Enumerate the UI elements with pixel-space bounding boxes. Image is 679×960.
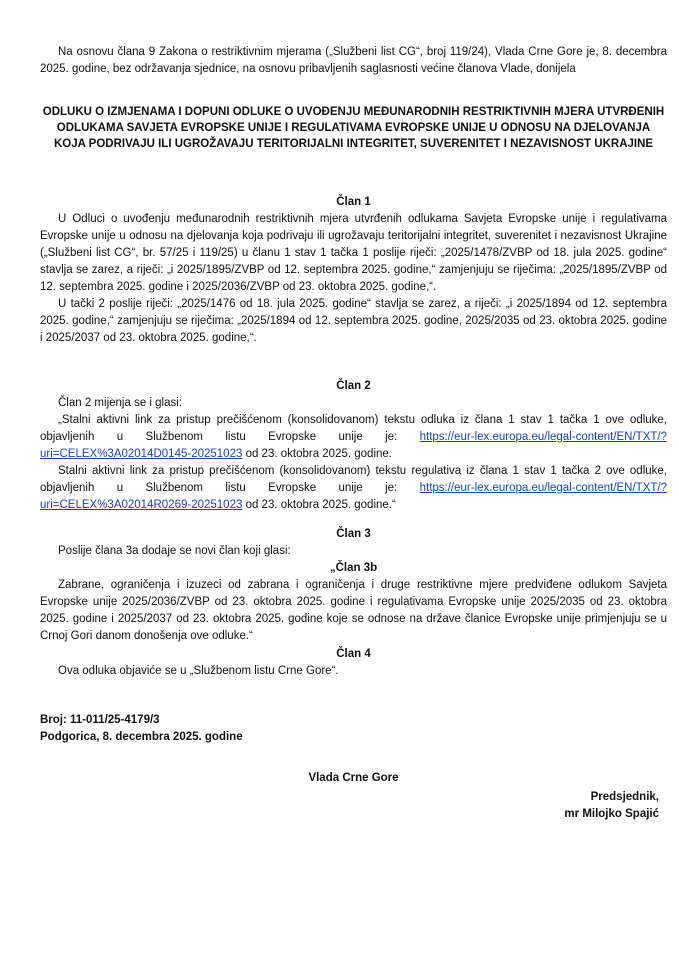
article-4 (40, 646, 667, 680)
article-3-intro: Poslije člana 3a dodaje se novi član koji glasi: (58, 545, 291, 557)
consolidated-regulations-link[interactable]: https://eur-lex.europa.eu/legal-content/EN/TXT/?uri=CELEX%3A02014R0269-20251023 (40, 482, 667, 511)
article-2-paragraph-2-end: od 23. oktobra 2025. godine.“ (242, 499, 396, 511)
place-and-date: Podgorica, 8. decembra 2025. godine (40, 731, 243, 743)
government-signature (40, 770, 667, 787)
article-1-paragraph-2: U tački 2 poslije riječi: „2025/1476 od 18. jula 2025. godine“ stavlja se zarez, a riječi: „i 2025/1894 od 12. septembra 2025. godine,“ zamjenjuju se riječima: „2025/1894 od 12. septembra 2025. godine, 2025/2035 od 23. oktobra 2025. godine i 2025/2037 od 23. oktobra 2025. godine,“. (40, 298, 667, 344)
article-2-paragraph-1-text: „Stalni aktivni link za pristup prečišćenom (konsolidovanom) tekstu odluka iz člana 1 stav 1 tačka 1 ove odluke, objavljenih u Službenom listu Evropske unije je: (40, 414, 667, 443)
article-1 (40, 194, 667, 347)
decision-title-block (40, 104, 667, 152)
president-signature (564, 789, 659, 823)
preamble-text: Na osnovu člana 9 Zakona o restriktivnim mjerama („Službeni list CG“, broj 119/24), Vlada Crne Gore je, 8. decembra 2025. godine, bez održavanja sjednice, na osnovu pribavljenih saglasnosti većine članova Vlade, donijela (40, 46, 667, 75)
preamble (40, 44, 667, 78)
article-4-heading: Član 4 (336, 648, 371, 660)
president-name: mr Milojko Spajić (564, 808, 659, 820)
president-title: Predsjednik, (590, 791, 659, 803)
article-3-paragraph-1: Zabrane, ograničenja i izuzeci od zabrana i ograničenja i druge restriktivne mjere predviđene odlukom Savjeta Evropske unije 2025/2036/ZVBP od 23. oktobra 2025. godine i regulativama Evropske unije 2025/2035 od 23. oktobra 2025. godine i 2025/2037 od 23. oktobra 2025. godine koje se odnose na države članice Evropske unije primjenjuju se u Crnoj Gori danom donošenja ove odluke.“ (40, 579, 667, 642)
article-2 (40, 378, 667, 514)
article-3 (40, 526, 667, 645)
consolidated-decisions-link[interactable]: https://eur-lex.europa.eu/legal-content/EN/TXT/?uri=CELEX%3A02014D0145-20251023 (40, 431, 667, 460)
government-name: Vlada Crne Gore (308, 772, 399, 784)
article-1-heading: Član 1 (336, 196, 371, 208)
document-reference (40, 712, 667, 746)
article-2-paragraph-2-text: Stalni aktivni link za pristup prečišćenom (konsolidovanom) tekstu regulativa iz člana 1 stav 1 tačka 2 ove odluke, objavljenih u Službenom listu Evropske unije je: (40, 465, 667, 494)
decision-title: ODLUKU O IZMJENAMA I DOPUNI ODLUKE O UVOĐENJU MEĐUNARODNIH RESTRIKTIVNIH MJERA UTVRĐENIH ODLUKAMA SAVJETA EVROPSKE UNIJE I REGULATIVAMA EVROPSKE UNIJE U ODNOSU NA DJELOVANJA KOJA PODRIVAJU ILI UGROŽAVAJU TERITORIJALNI INTEGRITET, SUVERENITET I NEZAVISNOST UKRAJINE (42, 106, 665, 150)
article-3b-heading: „Član 3b (329, 562, 378, 574)
article-1-paragraph-1: U Odluci o uvođenju međunarodnih restriktivnih mjera utvrđenih odlukama Savjeta Evropske unije i regulativama Evropske unije u odnosu na djelovanja koja podrivaju ili ugrožavaju teritorijalni integritet, suverenitet i nezavisnost Ukrajine („Službeni list CG“, br. 57/25 i 119/25) u članu 1 stav 1 tačka 1 poslije riječi: „2025/1478/ZVBP od 18. jula 2025. godine“ stavlja se zarez, a riječi: „i 2025/1895/ZVBP od 12. septembra 2025. godine,“ zamjenjuju se riječima: „2025/1895/ZVBP od 12. septembra 2025. godine i 2025/2036/ZVBP od 23. oktobra 2025. godine,“. (40, 213, 667, 293)
article-2-paragraph-1 (40, 412, 667, 463)
article-2-paragraph-1-end: od 23. oktobra 2025. godine. (242, 448, 392, 460)
article-4-paragraph-1: Ova odluka objaviće se u „Službenom listu Crne Gore“. (58, 665, 339, 677)
article-2-intro: Član 2 mijenja se i glasi: (58, 397, 183, 409)
article-2-heading: Član 2 (336, 380, 371, 392)
article-2-paragraph-2 (40, 463, 667, 514)
document-number: Broj: 11-011/25-4179/3 (40, 714, 160, 726)
article-3-heading: Član 3 (336, 528, 371, 540)
